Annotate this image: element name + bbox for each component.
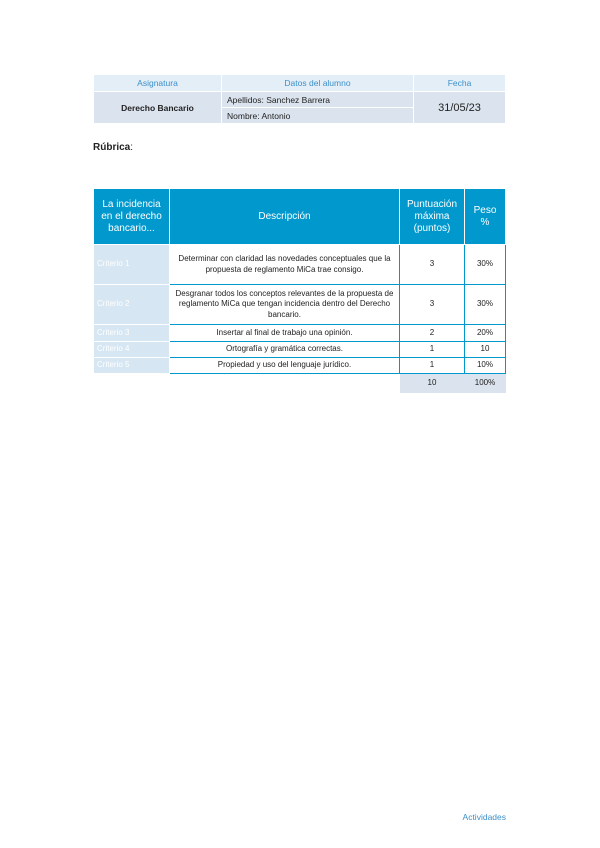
table-row	[94, 325, 506, 342]
criterion-label: Criterio 1	[94, 245, 170, 285]
rubric-table	[93, 188, 506, 393]
criterion-weight: 10%	[465, 358, 506, 374]
criterion-description: Desgranar todos los conceptos relevantes de la propuesta de reglamento MiCa que tengan incidencia dentro del Derecho bancario.	[170, 285, 400, 325]
criterion-points: 3	[400, 245, 465, 285]
criterion-weight: 20%	[465, 325, 506, 342]
criterion-weight: 30%	[465, 285, 506, 325]
criterion-description: Determinar con claridad las novedades conceptuales que la propuesta de reglamento MiCa trae consigo.	[170, 245, 400, 285]
criterion-weight: 10	[465, 342, 506, 358]
table-row	[94, 342, 506, 358]
table-row	[94, 285, 506, 325]
criterion-points: 1	[400, 342, 465, 358]
subject-value: Derecho Bancario	[94, 92, 222, 124]
criterion-label: Criterio 2	[94, 285, 170, 325]
criterion-label: Criterio 3	[94, 325, 170, 342]
name-value: Nombre: Antonio	[222, 108, 414, 124]
rubric-header-criterion: La incidencia en el derecho bancario...	[94, 189, 170, 245]
criterion-description: Ortografía y gramática correctas.	[170, 342, 400, 358]
student-header-table	[93, 74, 506, 124]
rubric-header-description: Descripción	[170, 189, 400, 245]
surnames-value: Apellidos: Sanchez Barrera	[222, 92, 414, 108]
header-col-student: Datos del alumno	[222, 75, 414, 92]
criterion-points: 2	[400, 325, 465, 342]
criterion-label: Criterio 4	[94, 342, 170, 358]
footer-label: Actividades	[462, 812, 506, 822]
date-value: 31/05/23	[414, 92, 506, 124]
total-weight: 100%	[465, 374, 506, 394]
totals-spacer	[94, 374, 170, 394]
criterion-description: Insertar al final de trabajo una opinión.	[170, 325, 400, 342]
criterion-weight: 30%	[465, 245, 506, 285]
table-row	[94, 245, 506, 285]
criterion-description: Propiedad y uso del lenguaje jurídico.	[170, 358, 400, 374]
header-col-date: Fecha	[414, 75, 506, 92]
totals-row	[94, 374, 506, 394]
criterion-label: Criterio 5	[94, 358, 170, 374]
criterion-points: 1	[400, 358, 465, 374]
header-col-subject: Asignatura	[94, 75, 222, 92]
criterion-points: 3	[400, 285, 465, 325]
total-points: 10	[400, 374, 465, 394]
rubric-heading: Rúbrica:	[93, 142, 134, 153]
totals-spacer	[170, 374, 400, 394]
rubric-header-points: Puntuación máxima (puntos)	[400, 189, 465, 245]
table-row	[94, 358, 506, 374]
rubric-header-weight: Peso %	[465, 189, 506, 245]
